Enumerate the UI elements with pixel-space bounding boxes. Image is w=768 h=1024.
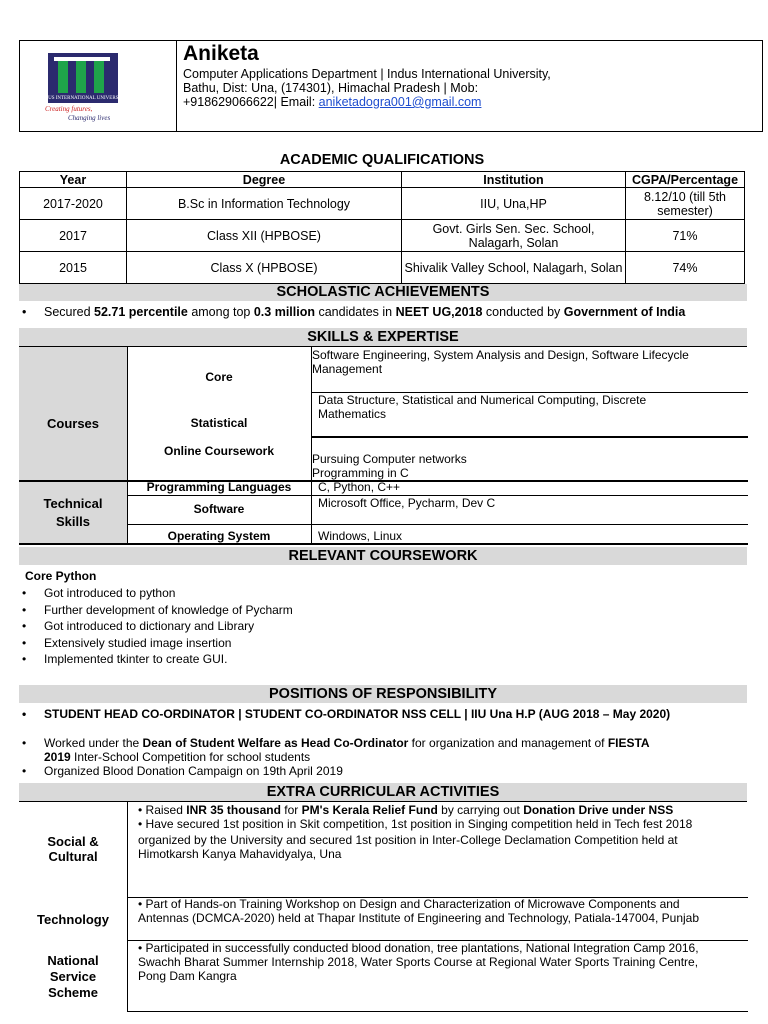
extra-title: EXTRA CURRICULAR ACTIVITIES: [19, 783, 747, 801]
list-item: • Worked under the Dean of Student Welfare as Head Co-Ordinator for organization and management of FIESTA 2019 Inter-School Competition for school students: [19, 736, 759, 764]
list-item: • Got introduced to dictionary and Library: [19, 618, 293, 635]
responsibility-headline: • STUDENT HEAD CO-ORDINATOR | STUDENT CO-ORDINATOR NSS CELL | IIU Una H.P (AUG 2018 – May 2020): [19, 707, 759, 721]
list-item: • Got introduced to python: [19, 585, 293, 602]
courses-label: Courses: [46, 416, 100, 431]
col-degree: Degree: [127, 172, 402, 188]
technology-label: Technology: [37, 912, 109, 927]
table-row: 2017 Class XII (HPBOSE) Govt. Girls Sen. Sec. School, Nalagarh, Solan 71%: [20, 220, 745, 252]
social-cultural-label: Social & Cultural: [47, 834, 99, 864]
svg-text:INDUS INTERNATIONAL UNIVERSITY: INDUS INTERNATIONAL UNIVERSITY: [42, 96, 127, 101]
resume-header: [19, 40, 763, 132]
list-item: • Have secured 1st position in Skit competition, 1st position in Singing competition held in Tech fest 2018: [138, 817, 693, 831]
online-label: Online Coursework: [163, 444, 275, 458]
list-item: • Part of Hands-on Training Workshop on Design and Characterization of Microwave Components and: [138, 897, 680, 911]
os-label: Operating System: [167, 529, 271, 543]
phone: +918629066622| Email:: [183, 95, 319, 109]
academic-title: ACADEMIC QUALIFICATIONS: [279, 152, 485, 168]
svg-text:Changing lives: Changing lives: [68, 114, 111, 122]
technology-content: • Part of Hands-on Training Workshop on Design and Characterization of Microwave Components and Antennas (DCMCA-2020) held at Thapar Institute of Engineering and Technology, Patiala-147004, Punjab: [138, 897, 748, 925]
table-row: 2015 Class X (HPBOSE) Shivalik Valley School, Nalagarh, Solan 74%: [20, 252, 745, 284]
address-line-2: Bathu, Dist: Una, (174301), Himachal Pradesh | Mob:: [183, 81, 479, 95]
statistical-label: Statistical: [190, 416, 248, 430]
skills-title: SKILLS & EXPERTISE: [19, 328, 747, 346]
responsibility-list: [19, 736, 759, 778]
contact-line: [183, 95, 551, 109]
contact-info: [183, 67, 551, 109]
nss-content: • Participated in successfully conducted blood donation, tree plantations, National Integration Camp 2016, Swachh Bharat Summer Internship 2018, Water Sports Course at Regional Water Sports Training Centre, Pong Dam Kangra: [138, 941, 748, 983]
col-score: CGPA/Percentage: [626, 172, 745, 188]
col-institution: Institution: [402, 172, 626, 188]
list-item: • Raised INR 35 thousand for PM's Kerala Relief Fund by carrying out Donation Drive under NSS: [138, 803, 674, 817]
software-value: Microsoft Office, Pycharm, Dev C: [318, 496, 496, 510]
academic-table: [19, 171, 745, 284]
scholastic-title: SCHOLASTIC ACHIEVEMENTS: [19, 284, 747, 301]
list-item: • Extensively studied image insertion: [19, 635, 293, 652]
coursework-subtitle: Core Python: [25, 569, 97, 583]
scholastic-list: [19, 305, 759, 319]
email-link[interactable]: aniketadogra001@gmail.com: [318, 95, 482, 109]
prog-label: Programming Languages: [146, 480, 292, 494]
table-row: 2017-2020 B.Sc in Information Technology IIU, Una,HP 8.12/10 (till 5th semester): [20, 188, 745, 220]
coursework-title: RELEVANT COURSEWORK: [19, 547, 747, 565]
list-item: • Implemented tkinter to create GUI.: [19, 651, 293, 668]
responsibility-title: POSITIONS OF RESPONSIBILITY: [19, 685, 747, 703]
address-line-1: Computer Applications Department | Indus International University,: [183, 67, 551, 81]
core-label: Core: [205, 370, 233, 384]
list-item: • Further development of knowledge of Pycharm: [19, 602, 293, 619]
header-divider: [176, 41, 177, 131]
social-cultural-content: [138, 803, 748, 831]
svg-text:Creating futures,: Creating futures,: [45, 105, 93, 113]
online-value: Pursuing Computer networks Programming in C: [312, 452, 467, 480]
list-item: • Organized Blood Donation Campaign on 19th April 2019: [19, 764, 759, 778]
social-cultural-continued: organized by the University and secured 1st position in Inter-College Declamation Competition held at Himotkarsh Kanya Mahavidyalya, Una: [138, 833, 678, 861]
prog-value: C, Python, C++: [318, 480, 401, 494]
candidate-name: Aniketa: [183, 42, 259, 65]
nss-label: National Service Scheme: [47, 953, 99, 1000]
os-value: Windows, Linux: [318, 529, 403, 543]
list-item: • Secured 52.71 percentile among top 0.3 million candidates in NEET UG,2018 conducted by Government of India: [19, 305, 759, 319]
statistical-value: Data Structure, Statistical and Numerical Computing, Discrete Mathematics: [318, 393, 647, 421]
list-item: • Participated in successfully conducted blood donation, tree plantations, National Integration Camp 2016,: [138, 941, 699, 955]
coursework-list: [19, 585, 293, 668]
col-year: Year: [20, 172, 127, 188]
core-value: Software Engineering, System Analysis and Design, Software Lifecycle Management: [312, 348, 689, 376]
university-logo: [42, 45, 134, 123]
table-header-row: [20, 172, 745, 188]
technical-skills-label: Technical Skills: [43, 496, 103, 529]
responsibility-headline-list: [19, 707, 759, 721]
software-label: Software: [193, 502, 245, 516]
